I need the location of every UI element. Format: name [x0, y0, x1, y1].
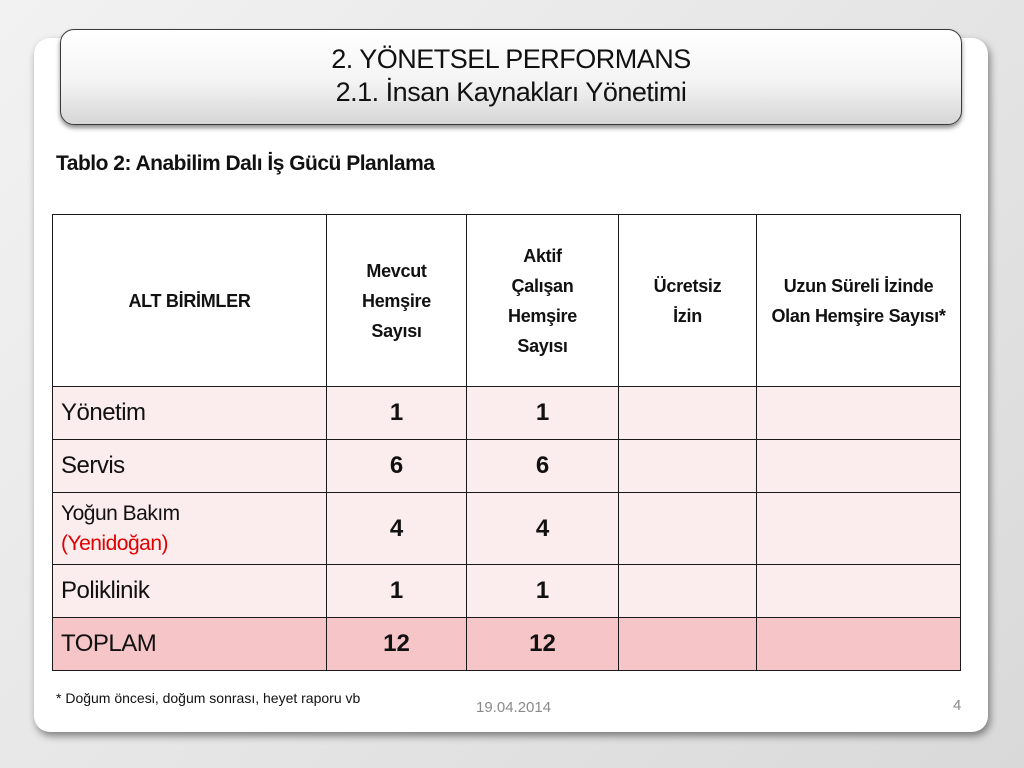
- row-mevcut: 1: [327, 565, 467, 618]
- table-row: [53, 493, 961, 565]
- table-row: [53, 387, 961, 440]
- row-aktif: 1: [467, 387, 619, 440]
- row-name-sub: (Yenidoğan): [61, 531, 168, 555]
- header-aktif: Aktif Çalışan Hemşire Sayısı: [467, 215, 619, 387]
- slide-title: 2. YÖNETSEL PERFORMANS: [331, 44, 691, 74]
- row-ucretsiz: [619, 440, 757, 493]
- row-mevcut: 6: [327, 440, 467, 493]
- title-box: [60, 29, 962, 125]
- table-caption: Tablo 2: Anabilim Dalı İş Gücü Planlama: [56, 152, 435, 175]
- table-header-row: [53, 215, 961, 387]
- page-number: 4: [953, 697, 962, 714]
- row-uzun: [757, 440, 961, 493]
- total-mevcut: 12: [327, 618, 467, 671]
- header-mevcut: Mevcut Hemşire Sayısı: [327, 215, 467, 387]
- total-uzun: [757, 618, 961, 671]
- row-aktif: 1: [467, 565, 619, 618]
- header-alt-birimler: ALT BİRİMLER: [53, 215, 327, 387]
- footer-date: 19.04.2014: [476, 699, 552, 716]
- row-name: Yoğun Bakım: [61, 501, 180, 525]
- row-mevcut: 1: [327, 387, 467, 440]
- total-ucretsiz: [619, 618, 757, 671]
- row-mevcut: 4: [327, 493, 467, 565]
- total-name: TOPLAM: [53, 618, 327, 671]
- row-name: Servis: [53, 440, 327, 493]
- row-name: Yönetim: [53, 387, 327, 440]
- table-row: [53, 440, 961, 493]
- slide-subtitle: 2.1. İnsan Kaynakları Yönetimi: [335, 77, 687, 107]
- row-ucretsiz: [619, 387, 757, 440]
- footnote: * Doğum öncesi, doğum sonrası, heyet raporu vb: [56, 690, 361, 706]
- row-aktif: 4: [467, 493, 619, 565]
- row-ucretsiz: [619, 493, 757, 565]
- table-row: [53, 565, 961, 618]
- header-uzun-sureli: Uzun Süreli İzinde Olan Hemşire Sayısı*: [757, 215, 961, 387]
- total-aktif: 12: [467, 618, 619, 671]
- row-ucretsiz: [619, 565, 757, 618]
- row-name-cell: [53, 493, 327, 565]
- table-total-row: [53, 618, 961, 671]
- workforce-table: [52, 214, 961, 671]
- row-uzun: [757, 387, 961, 440]
- row-uzun: [757, 493, 961, 565]
- row-name: Poliklinik: [53, 565, 327, 618]
- header-ucretsiz: Ücretsiz İzin: [619, 215, 757, 387]
- row-uzun: [757, 565, 961, 618]
- row-aktif: 6: [467, 440, 619, 493]
